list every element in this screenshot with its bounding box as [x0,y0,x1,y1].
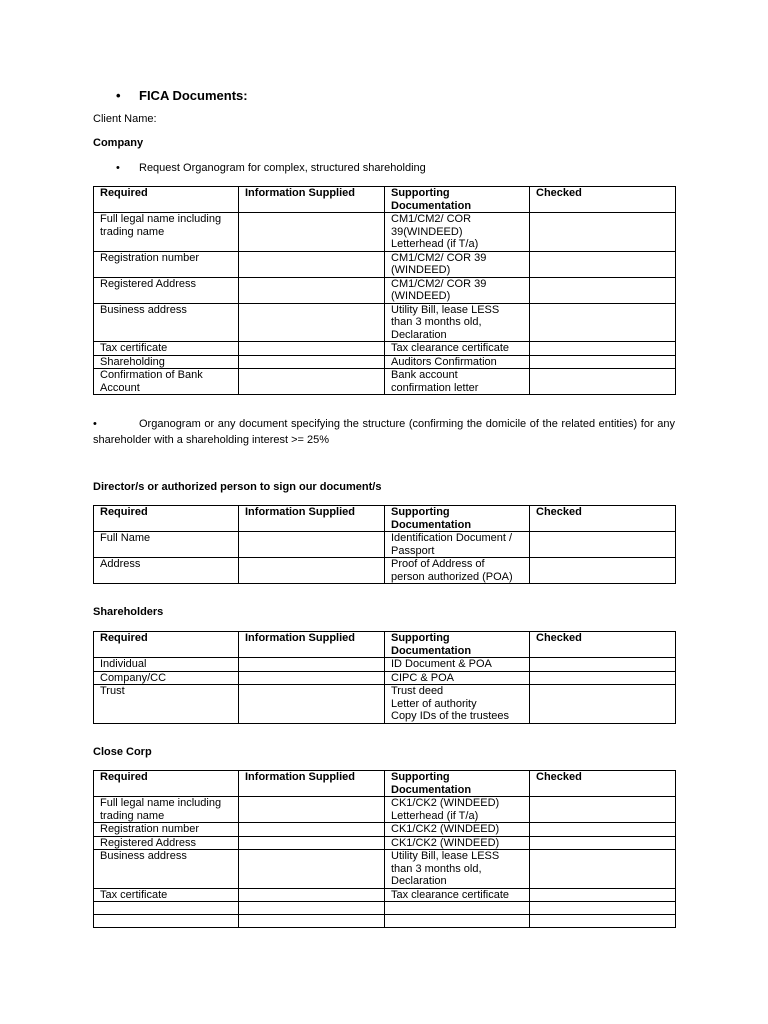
cell-text-line: CK1/CK2 (WINDEED) [391,836,500,849]
header-required: Required [94,506,239,532]
cell-text-line: Identification Document / [391,532,513,544]
supporting-documentation-cell [385,685,530,724]
table-row [94,369,676,395]
required-cell [94,915,239,928]
cell-text-line: CIPC & POA [391,671,454,684]
organogram-request-text: Request Organogram for complex, structured shareholding [139,162,426,174]
cell-text-line: Registration number [100,823,200,835]
cell-text-line: CK1/CK2 (WINDEED) [391,797,500,809]
supporting-documentation-cell [385,303,530,342]
information-supplied-cell[interactable] [239,532,385,558]
information-supplied-cell[interactable] [239,888,385,902]
cell-text-line: 39(WINDEED) [391,225,463,238]
information-supplied-cell[interactable] [239,251,385,277]
document-title: FICA Documents: [139,88,248,103]
close-corp-table [93,770,676,928]
cell-text-line: Business address [100,850,187,862]
cell-text-line: ID Document & POA [391,658,492,670]
checked-cell[interactable] [530,850,676,889]
cell-text-line: Business address [100,303,187,316]
cell-text-line: Auditors Confirmation [391,355,497,368]
checked-cell[interactable] [530,251,676,277]
supporting-documentation-cell [385,369,530,395]
table-row [94,213,676,252]
cell-text-line: (WINDEED) [391,290,451,302]
required-cell [94,658,239,672]
information-supplied-cell[interactable] [239,303,385,342]
required-cell [94,355,239,369]
cell-text-line: Tax clearance certificate [391,888,509,901]
cell-text-line: Passport [391,544,435,557]
required-cell [94,823,239,837]
table-header-row [94,506,676,532]
required-cell [94,888,239,902]
header-information-supplied: Information Supplied [239,506,385,532]
required-cell [94,671,239,685]
checked-cell[interactable] [530,685,676,724]
cell-text-line: Utility Bill, lease LESS [391,303,500,316]
supporting-documentation-cell [385,888,530,902]
table-header-row [94,632,676,658]
cell-text-line: Declaration [391,328,447,341]
cell-text-line: Shareholding [100,355,165,368]
checked-cell[interactable] [530,902,676,915]
information-supplied-cell[interactable] [239,902,385,915]
organogram-note-text: Organogram or any document specifying the structure (confirming the domicile of the related entities) for any shareholder with a shareholding interest >= 25% [93,418,675,446]
cell-text-line: Address [100,558,141,570]
cell-text-line: Full Name [100,532,151,544]
cell-text-line: Company/CC [100,671,167,684]
information-supplied-cell[interactable] [239,658,385,672]
checked-cell[interactable] [530,558,676,584]
cell-text-line: CM1/CM2/ COR 39 [391,277,487,290]
checked-cell[interactable] [530,532,676,558]
table-row [94,850,676,889]
header-checked: Checked [530,632,676,658]
header-required: Required [94,632,239,658]
checked-cell[interactable] [530,369,676,395]
cell-text-line: Tax clearance certificate [391,342,509,354]
cell-text-line: Full legal name including [100,213,222,225]
header-supporting-documentation: Supporting Documentation [385,187,530,213]
directors-heading: Director/s or authorized person to sign our document/s [93,481,382,493]
cell-text-line: than 3 months old, [391,862,482,875]
supporting-documentation-cell [385,532,530,558]
cell-text-line: Tax certificate [100,888,168,901]
supporting-documentation-cell [385,342,530,356]
checked-cell[interactable] [530,671,676,685]
cell-text-line: Bank account [391,369,458,381]
table-row [94,658,676,672]
checked-cell[interactable] [530,915,676,928]
information-supplied-cell[interactable] [239,850,385,889]
header-required: Required [94,187,239,213]
required-cell [94,369,239,395]
cell-text-line: Registered Address [100,836,196,849]
table-row [94,558,676,584]
shareholders-table [93,631,676,724]
cell-text-line: trading name [100,225,165,238]
cell-text-line: Registered Address [100,277,196,290]
cell-text-line: trading name [100,809,165,822]
cell-text-line: confirmation letter [391,381,479,394]
directors-table [93,505,676,584]
required-cell [94,836,239,850]
table-row [94,355,676,369]
information-supplied-cell[interactable] [239,915,385,928]
table-row [94,251,676,277]
cell-text-line: Letterhead (if T/a) [391,238,479,250]
table-row [94,342,676,356]
supporting-documentation-cell [385,213,530,252]
required-cell [94,277,239,303]
bullet: • [116,88,121,103]
required-cell [94,213,239,252]
supporting-documentation-cell [385,797,530,823]
close-corp-heading: Close Corp [93,746,152,758]
table-row [94,836,676,850]
organogram-note [93,416,675,448]
cell-text-line: Trust [100,685,125,697]
header-supporting-documentation: Supporting Documentation [385,771,530,797]
header-information-supplied: Information Supplied [239,632,385,658]
cell-text-line: Confirmation of Bank [100,369,203,381]
supporting-documentation-cell [385,277,530,303]
supporting-documentation-cell [385,671,530,685]
table-row [94,888,676,902]
checked-cell[interactable] [530,888,676,902]
table-row [94,671,676,685]
cell-text-line: person authorized (POA) [391,570,513,583]
header-checked: Checked [530,771,676,797]
table-header-row [94,771,676,797]
supporting-documentation-cell [385,658,530,672]
supporting-documentation-cell [385,558,530,584]
table-row [94,685,676,724]
header-checked: Checked [530,506,676,532]
information-supplied-cell[interactable] [239,823,385,837]
table-row [94,532,676,558]
table-row [94,902,676,915]
supporting-documentation-cell [385,915,530,928]
required-cell [94,558,239,584]
supporting-documentation-cell [385,251,530,277]
header-required: Required [94,771,239,797]
checked-cell[interactable] [530,355,676,369]
client-name-label: Client Name: [93,113,157,125]
checked-cell[interactable] [530,213,676,252]
required-cell [94,797,239,823]
header-information-supplied: Information Supplied [239,187,385,213]
information-supplied-cell[interactable] [239,355,385,369]
table-row [94,797,676,823]
cell-text-line: CM1/CM2/ COR [391,213,472,225]
required-cell [94,303,239,342]
table-header-row [94,187,676,213]
cell-text-line: Trust deed [391,685,444,697]
cell-text-line: than 3 months old, [391,316,482,328]
cell-text-line: (WINDEED) [391,264,451,276]
required-cell [94,342,239,356]
information-supplied-cell[interactable] [239,797,385,823]
information-supplied-cell[interactable] [239,558,385,584]
checked-cell[interactable] [530,797,676,823]
checked-cell[interactable] [530,342,676,356]
table-row [94,915,676,928]
required-cell [94,902,239,915]
cell-text-line: Utility Bill, lease LESS [391,850,500,862]
table-row [94,277,676,303]
supporting-documentation-cell [385,836,530,850]
header-supporting-documentation: Supporting Documentation [385,632,530,658]
cell-text-line: Letterhead (if T/a) [391,809,479,822]
header-information-supplied: Information Supplied [239,771,385,797]
required-cell [94,532,239,558]
table-row [94,823,676,837]
checked-cell[interactable] [530,277,676,303]
cell-text-line: Copy IDs of the trustees [391,710,509,722]
required-cell [94,850,239,889]
supporting-documentation-cell [385,355,530,369]
information-supplied-cell[interactable] [239,369,385,395]
checked-cell[interactable] [530,303,676,342]
cell-text-line: Full legal name including [100,797,222,809]
table-row [94,303,676,342]
supporting-documentation-cell [385,902,530,915]
supporting-documentation-cell [385,823,530,837]
information-supplied-cell[interactable] [239,671,385,685]
bullet: • [93,418,97,430]
required-cell [94,685,239,724]
checked-cell[interactable] [530,658,676,672]
header-supporting-documentation: Supporting Documentation [385,506,530,532]
cell-text-line: Registration number [100,251,200,264]
header-checked: Checked [530,187,676,213]
information-supplied-cell[interactable] [239,836,385,850]
cell-text-line: Individual [100,658,147,670]
company-heading: Company [93,137,144,149]
cell-text-line: Account [100,381,140,394]
cell-text-line: Proof of Address of [391,558,485,570]
bullet: • [116,162,120,174]
cell-text-line: CM1/CM2/ COR 39 [391,251,487,264]
cell-text-line: Declaration [391,875,447,887]
checked-cell[interactable] [530,823,676,837]
supporting-documentation-cell [385,850,530,889]
required-cell [94,251,239,277]
information-supplied-cell[interactable] [239,213,385,252]
information-supplied-cell[interactable] [239,342,385,356]
cell-text-line: Letter of authority [391,697,477,710]
company-table [93,186,676,395]
information-supplied-cell[interactable] [239,685,385,724]
cell-text-line: Tax certificate [100,342,168,354]
information-supplied-cell[interactable] [239,277,385,303]
checked-cell[interactable] [530,836,676,850]
shareholders-heading: Shareholders [93,606,164,618]
cell-text-line: CK1/CK2 (WINDEED) [391,823,500,835]
